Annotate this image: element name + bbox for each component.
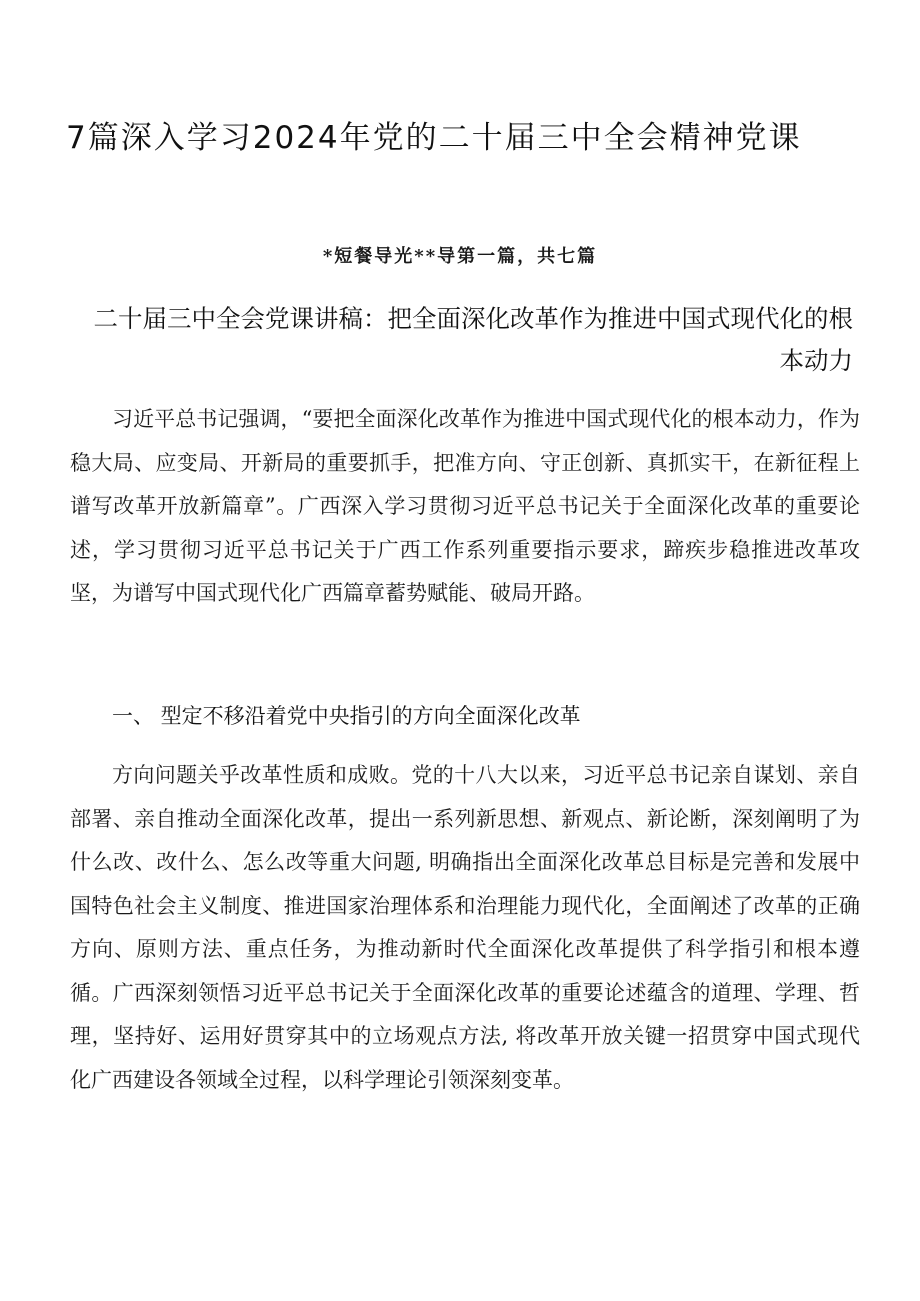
document-subtitle: *短餐导光**导第一篇，共七篇 [322, 246, 598, 267]
paragraph-intro: 习近平总书记强调，“要把全面深化改革作为推进中国式现代化的根本动力，作为稳大局、应变局、开新局的重要抓手，把准方向、守正创新、真抓实干，在新征程上谱写改革开放新篇章”。广西深入学习贯彻习近平总书记关于全面深化改革的重要论述，学习贯彻习近平总书记关于广西工作系列重要指示要求，蹄疾步稳推进改革攻坚，为谱写中国式现代化广西篇章蓄势赋能、破局开路。 [70, 407, 860, 605]
paragraph-section-1: 方向问题关乎改革性质和成败。党的十八大以来，习近平总书记亲自谋划、亲自部署、亲自推动全面深化改革，提出一系列新思想、新观点、新论断，深刻阐明了为什么改、改什么、怎么改等重大问题, 明确指出全面深化改革总目标是完善和发展中国特色社会主义制度、推进国家治理体系和治理能力现代化，全面阐述了改革的正确方向、原则方法、重点任务，为推动新时代全面深化改革提供了科学指引和根本遵循。广西深刻领悟习近平总书记关于全面深化改革的重要论述蕴含的道理、学理、哲理，坚持好、运用好贯穿其中的立场观点方法, 将改革开放关键一招贯穿中国式现代化广西建设各领域全过程，以科学理论引领深刻变革。 [70, 763, 860, 1092]
section-heading-1: 一、 型定不移沿着党中央指引的方向全面深化改革 [112, 704, 581, 728]
article-heading: 二十届三中全会党课讲稿：把全面深化改革作为推进中国式现代化的根本动力 [93, 304, 853, 375]
document-title: 7篇深入学习2024年党的二十届三中全会精神党课 [66, 120, 802, 156]
